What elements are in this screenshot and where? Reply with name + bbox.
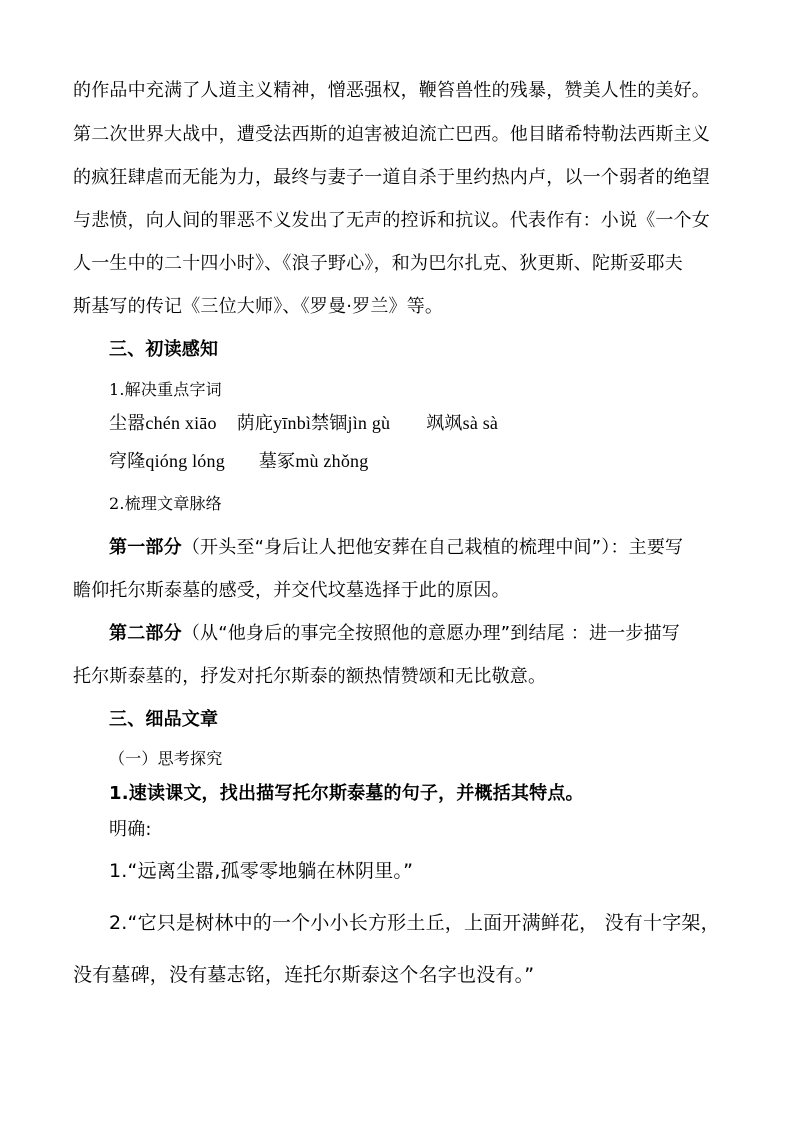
intro-line-3: 的疯狂肆虐而无能为力，最终与妻子一道自杀于里约热内卢，以一个弱者的绝望 xyxy=(73,167,710,188)
vocab-row-2 xyxy=(109,447,368,473)
section-heading-close-read: 三、细品文章 xyxy=(109,709,219,730)
answer-2-line-2: 没有墓碑，没有墓志铭，连托尔斯泰这个名字也没有。” xyxy=(73,964,535,986)
vocab-hanzi: 尘嚣 xyxy=(109,413,146,434)
subheading-think-explore: （一）思考探究 xyxy=(109,749,223,768)
vocab-hanzi: 禁锢 xyxy=(311,413,348,434)
part1-line-1 xyxy=(109,533,683,559)
subheading-key-words: 1.解决重点字词 xyxy=(109,380,222,399)
vocab-hanzi: 荫庇 xyxy=(236,413,274,434)
intro-line-2: 第二次世界大战中，遭受法西斯的迫害被迫流亡巴西。他目睹希特勒法西斯主义 xyxy=(73,124,710,145)
intro-line-5: 人一生中的二十四小时》、《浪子野心》，和为巴尔扎克、狄更斯、陀斯妥耶夫 xyxy=(73,253,683,274)
part1-text: （开头至“身后让人把他安葬在自己栽植的梳理中间”）：主要写 xyxy=(181,537,684,558)
vocab-pinyin: mù zhǒng xyxy=(295,451,369,471)
intro-line-6: 斯基写的传记《三位大师》、《罗曼·罗兰》等。 xyxy=(73,296,444,317)
vocab-hanzi: 墓冢 xyxy=(258,451,296,472)
vocab-pinyin: jìn gù xyxy=(347,413,391,433)
answer-2-line-1: 2.“它只是树林中的一个小小长方形土丘，上面开满鲜花， 没有十字架， xyxy=(109,912,720,934)
part2-line-2: 托尔斯泰墓的，抒发对托尔斯泰的额热情赞颂和无比敬意。 xyxy=(73,666,547,687)
part2-label: 第二部分 xyxy=(109,623,182,644)
intro-line-4: 与悲愤，向人间的罪恶不义发出了无声的控诉和抗议。代表作有：小说《一个女 xyxy=(73,210,710,231)
vocab-pinyin: chén xiāo xyxy=(145,413,217,433)
part1-label: 第一部分 xyxy=(109,537,182,558)
section-heading-first-read: 三、初读感知 xyxy=(109,339,219,360)
vocab-pinyin: yīnbì xyxy=(273,413,312,433)
subheading-structure: 2.梳理文章脉络 xyxy=(109,494,222,513)
vocab-pinyin: sà sà xyxy=(462,413,499,433)
intro-line-1: 的作品中充满了人道主义精神，憎恶强权，鞭笞兽性的残暴，赞美人性的美好。 xyxy=(73,80,710,101)
question-1: 1.速读课文，找出描写托尔斯泰墓的句子，并概括其特点。 xyxy=(109,783,584,804)
part1-line-2: 瞻仰托尔斯泰墓的感受，并交代坟墓选择于此的原因。 xyxy=(73,580,510,601)
part2-text: （从“他身后的事完全按照他的意愿办理”到结尾 ：进一步描写 xyxy=(181,623,680,644)
answer-1: 1.“远离尘嚣,孤零零地躺在林阴里。” xyxy=(109,860,414,882)
vocab-hanzi: 穹隆 xyxy=(109,451,146,472)
vocab-hanzi: 飒飒 xyxy=(426,413,463,434)
answer-label: 明确: xyxy=(109,819,152,840)
vocab-row-1 xyxy=(109,409,498,435)
part2-line-1 xyxy=(109,619,680,645)
vocab-pinyin: qióng lóng xyxy=(145,451,225,471)
